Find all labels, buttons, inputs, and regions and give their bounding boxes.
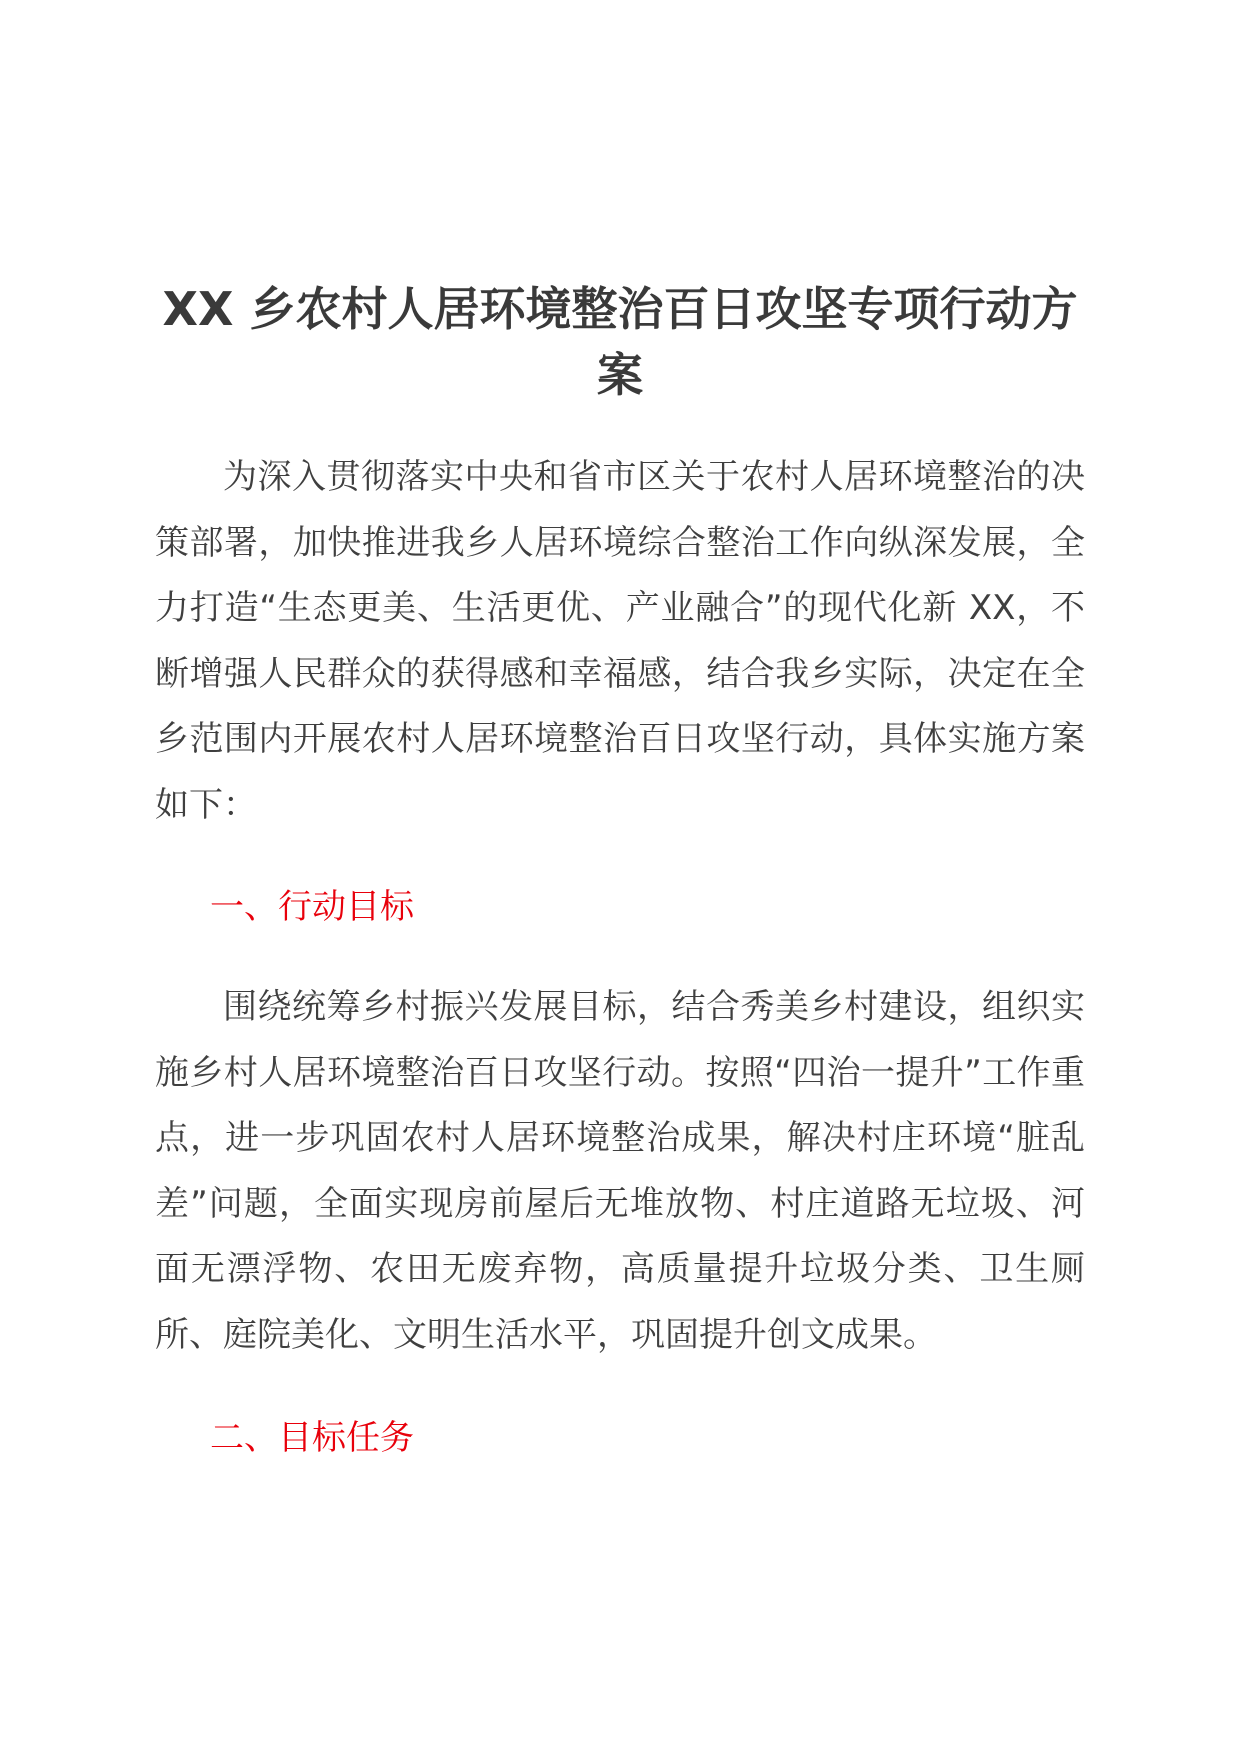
intro-paragraph: 为深入贯彻落实中央和省市区关于农村人居环境整治的决策部署，加快推进我乡人居环境综合整治工作向纵深发展，全力打造“生态更美、生活更优、产业融合”的现代化新 XX，不断增强人民群众的获得感和幸福感，结合我乡实际，决定在全乡范围内开展农村人居环境整治百日攻坚行动，具体实施方案如下：: [155, 457, 1085, 825]
document-title: XX 乡农村人居环境整治百日攻坚专项行动方案: [162, 282, 1078, 402]
section-heading-action-goals: 一、行动目标: [210, 887, 414, 927]
section-body-action-goals: 围绕统筹乡村振兴发展目标，结合秀美乡村建设，组织实施乡村人居环境整治百日攻坚行动。按照“四治一提升”工作重点，进一步巩固农村人居环境整治成果，解决村庄环境“脏乱差”问题，全面实现房前屋后无堆放物、村庄道路无垃圾、河面无漂浮物、农田无废弃物，高质量提升垃圾分类、卫生厕所、庭院美化、文明生活水平，巩固提升创文成果。: [155, 987, 1085, 1355]
section-heading-target-tasks: 二、目标任务: [210, 1418, 414, 1458]
